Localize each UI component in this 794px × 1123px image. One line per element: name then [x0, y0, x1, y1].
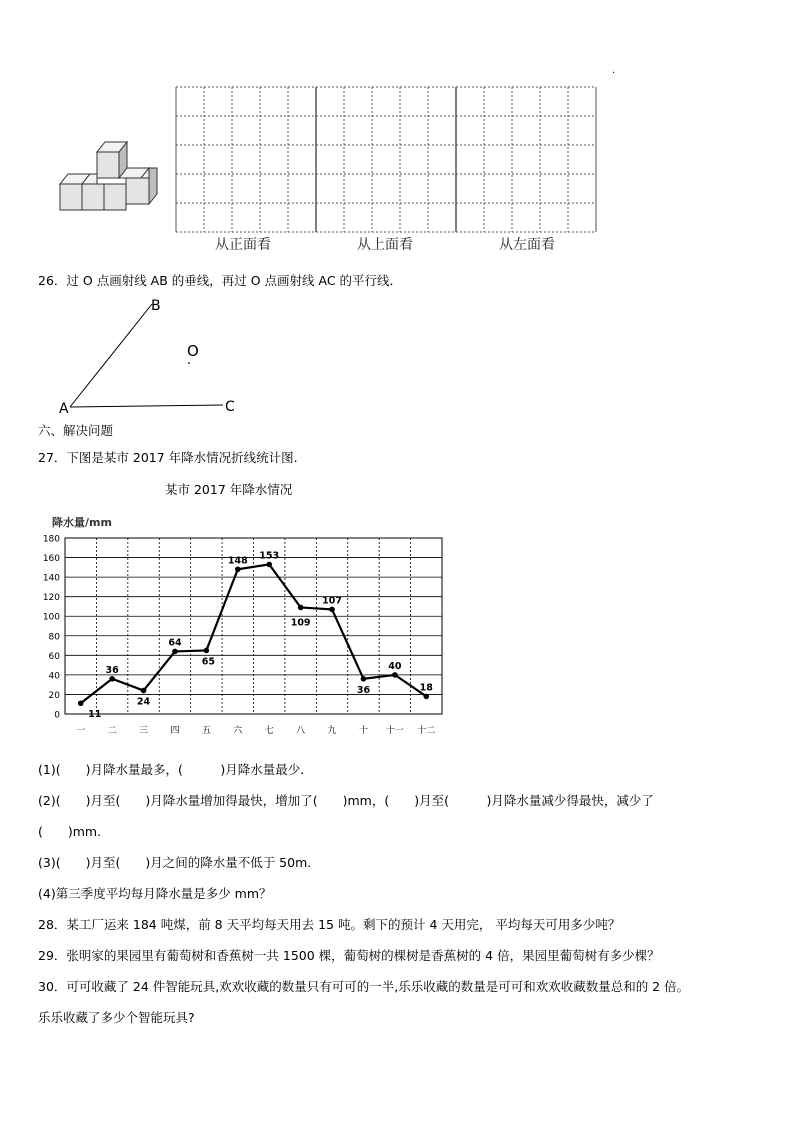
data-label: 153 [259, 550, 280, 562]
chart-title: 某市 2017 年降水情况 [165, 482, 293, 497]
data-label: 109 [290, 617, 311, 629]
y-tick-label: 180 [42, 534, 60, 545]
y-tick-label: 100 [42, 612, 60, 623]
question-27-part-4: (4)第三季度平均每月降水量是多少 mm？ [38, 886, 272, 901]
y-tick-label: 20 [48, 690, 60, 701]
y-tick-label: 0 [54, 710, 60, 721]
ray-figure [55, 292, 255, 417]
point-C-label: C [225, 399, 235, 415]
data-label: 11 [88, 709, 102, 721]
y-tick-label: 120 [42, 593, 60, 604]
data-point [172, 649, 178, 655]
y-tick-label: 80 [48, 632, 60, 643]
point-B-label: B [151, 298, 161, 314]
y-tick-label: 40 [48, 671, 60, 682]
question-27-part-1: (1)( )月降水量最多，( )月降水量最少． [38, 762, 313, 777]
data-label: 107 [322, 595, 342, 607]
data-point [78, 700, 84, 706]
label-front-view: 从正面看 [215, 237, 271, 253]
x-tick-label: 十一 [385, 726, 404, 736]
y-tick-label: 60 [48, 651, 60, 662]
data-label: 65 [201, 656, 215, 668]
y-tick-label: 140 [42, 573, 60, 584]
rainfall-line-chart [30, 510, 450, 742]
x-tick-label: 十二 [417, 726, 436, 736]
data-label: 40 [388, 660, 402, 672]
point-A-label: A [59, 401, 69, 417]
data-label: 18 [419, 682, 433, 694]
point-O-label: O [187, 342, 199, 360]
label-top-view: 从上面看 [357, 237, 413, 253]
x-tick-label: 一 [76, 726, 86, 736]
data-point [392, 672, 398, 678]
question-30-line-2: 乐乐收藏了多少个智能玩具? [38, 1010, 195, 1025]
section-6-title: 六、解决问题 [38, 423, 114, 438]
x-tick-label: 十 [358, 726, 368, 736]
question-30-line-1: 30．可可收藏了 24 件智能玩具,欢欢收藏的数量只有可可的一半,乐乐收藏的数量是可可和欢欢收藏数量总和的 2 倍。 [38, 979, 690, 994]
cube-stack-figure [55, 138, 165, 218]
data-point [266, 562, 272, 568]
question-27-part-3: (3)( )月至( )月之间的降水量不低于 50m. [38, 855, 312, 870]
data-point [141, 688, 147, 694]
x-tick-label: 二 [107, 726, 117, 736]
y-tick-label: 160 [42, 554, 60, 565]
stray-dot: · [612, 68, 616, 79]
data-label: 64 [168, 637, 182, 649]
data-point [204, 648, 210, 654]
data-label: 148 [227, 555, 248, 567]
question-26: 26．过 O 点画射线 AB 的垂线，再过 O 点画射线 AC 的平行线． [38, 273, 403, 288]
data-label: 36 [105, 664, 119, 676]
y-axis-label: 降水量/mm [52, 516, 112, 529]
x-tick-label: 四 [170, 726, 180, 736]
x-tick-label: 三 [139, 726, 149, 736]
question-29: 29．张明家的果园里有葡萄树和香蕉树一共 1500 棵，葡萄树的棵树是香蕉树的 4 倍，果园里葡萄树有多少棵？ [38, 948, 660, 963]
data-point [423, 694, 429, 700]
data-point [298, 605, 304, 611]
x-tick-label: 六 [233, 726, 243, 736]
data-point [361, 676, 367, 682]
data-point [235, 566, 241, 572]
question-28: 28．某工厂运来 184 吨煤，前 8 天平均每天用去 15 吨。剩下的预计 4 天用完， 平均每天可用多少吨？ [38, 917, 621, 932]
question-27-intro: 27．下图是某市 2017 年降水情况折线统计图. [38, 450, 298, 465]
x-tick-label: 七 [264, 726, 274, 736]
data-label: 36 [356, 684, 371, 696]
data-point [329, 607, 335, 613]
data-label: 24 [136, 696, 151, 708]
question-27-part-2-cont: ( )mm. [38, 824, 102, 839]
view-grid [175, 86, 600, 234]
question-27-part-2: (2)( )月至( )月降水量增加得最快，增加了( )mm，( )月至( )月降水量减少得最快，减少了 [38, 793, 654, 808]
x-tick-label: 八 [296, 726, 306, 736]
data-point [109, 676, 115, 682]
label-left-view: 从左面看 [499, 237, 555, 253]
x-tick-label: 五 [201, 726, 211, 736]
x-tick-label: 九 [327, 726, 337, 736]
